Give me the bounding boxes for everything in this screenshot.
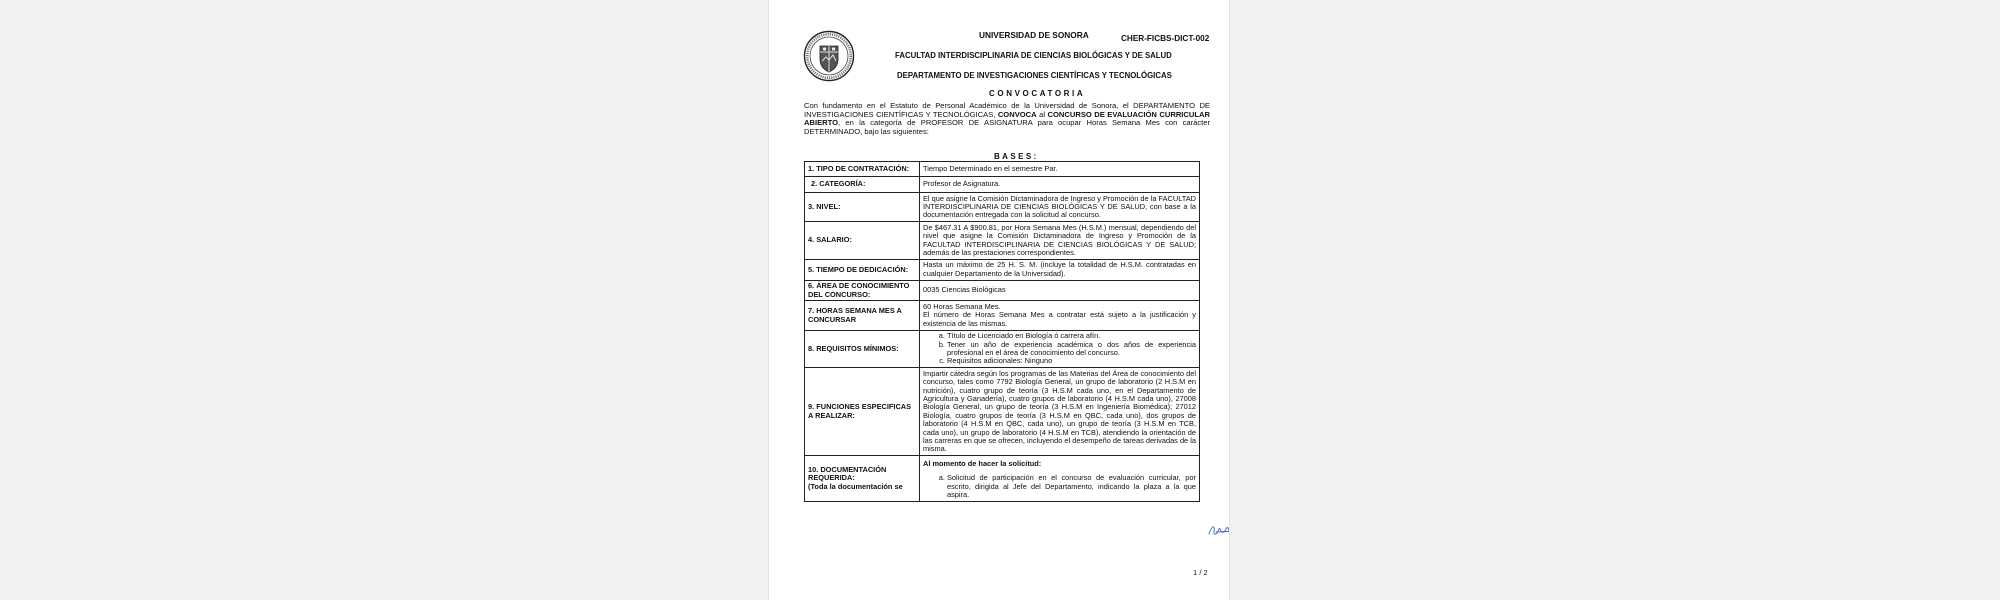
table-row [805, 280, 1200, 301]
department-name: DEPARTAMENTO DE INVESTIGACIONES CIENTÍFICAS Y TECNOLÓGICAS [897, 71, 1172, 80]
row-value: 0035 Ciencias Biológicas [920, 280, 1200, 301]
table-row [805, 177, 1200, 193]
documentation-label: 10. DOCUMENTACIÓN REQUERIDA: [808, 465, 887, 483]
row-value: Hasta un máximo de 25 H. S. M. (incluye la totalidad de H.S.M. contratadas en cualquier Departamento de la Universidad). [920, 259, 1200, 280]
concurso-name: CONCURSO DE EVALUACIÓN CURRICULAR ABIERTO [804, 109, 1210, 128]
row-label: 4. SALARIO: [805, 222, 920, 260]
row-label: 5. TIEMPO DE DEDICACIÓN: [805, 259, 920, 280]
table-row [805, 259, 1200, 280]
table-row [805, 456, 1200, 502]
university-seal-icon [803, 30, 855, 82]
bases-title: BASES: [994, 152, 1039, 161]
table-row [805, 193, 1200, 222]
table-row [805, 162, 1200, 177]
row-value [920, 301, 1200, 330]
list-item: c. Requisitos adicionales: Ninguno [947, 357, 1196, 365]
row-label: 1. TIPO DE CONTRATACIÓN: [805, 162, 920, 177]
convocatoria-title: CONVOCATORIA [989, 89, 1086, 98]
hours-amount: 60 Horas Semana Mes. [923, 301, 1001, 311]
row-value: De $467.31 A $900.81, por Hora Semana Mes (H.S.M.) mensual, dependiendo del nivel que asigne la Comisión Dictaminadora de Ingreso y Promoción de la FACULTAD INTERDISCIPLINARIA DE CIENCIAS BIOLÓGICAS Y DE SALUD; además de las prestaciones correspondientes. [920, 222, 1200, 260]
intro-paragraph: Con fundamento en el Estatuto de Personal Académico de la Universidad de Sonora, el DEPARTAMENTO DE INVESTIGACIONES CIENTÍFICAS Y TECNOLÓGICAS, CONVOCA al CONCURSO DE EVALUACIÓN CURRICULAR ABIERTO, en la categoría de PROFESOR DE ASIGNATURA para ocupar Horas Semana Mes con carácter DETERMINADO, bajo las siguientes: [804, 101, 1210, 136]
document-page [768, 0, 1230, 600]
faculty-name: FACULTAD INTERDISCIPLINARIA DE CIENCIAS BIOLÓGICAS Y DE SALUD [895, 51, 1172, 60]
row-label [805, 456, 920, 502]
row-label: 2. CATEGORÍA: [805, 177, 920, 193]
list-item: a. Solicitud de participación en el concurso de evaluación curricular, por escrito, dirigida al Jefe del Departamento, indicando la plaza a la que aspira. [947, 474, 1196, 499]
row-label: 7. HORAS SEMANA MES A CONCURSAR [805, 301, 920, 330]
list-item: b. Tener un año de experiencia académica o dos años de experiencia profesional en el área de conocimiento del concurso. [947, 341, 1196, 358]
table-row [805, 301, 1200, 330]
table-row [805, 222, 1200, 260]
university-name: UNIVERSIDAD DE SONORA [979, 30, 1089, 40]
row-label: 9. FUNCIONES ESPECIFICAS A REALIZAR: [805, 368, 920, 456]
convoca-keyword: CONVOCA [997, 109, 1037, 119]
row-value: Tiempo Determinado en el semestre Par. [920, 162, 1200, 177]
row-value: Impartir cátedra según los programas de las Materias del Área de conocimiento del concurso, tales como 7792 Biología General, un grupo de laboratorio (2 H.S.M en nutrición), cuatro grupo de teoría (3 H.S.M cada uno, en el Departamento de Agricultura y Ganadería), cuatro grupos de laboratorio (4 H.S.M cada uno), 27008 Biología General, un grupo de teoría (3 H.S.M en Ingeniería Biomédica); 27012 Biología, cuatro grupos de teoría (3 H.S.M en QBC, cada uno), dos grupos de laboratorio (4 H.S.M en QBC, cada uno), un grupo de teoría (3 H.S.M en TCB, cada uno), un grupo de laboratorio (4 H.S.M en TCB), atendiendo la orientación de las carreras en que se ofrecen, incluyendo el desempeño de tareas derivadas de la misma. [920, 368, 1200, 456]
handwritten-signature [1207, 522, 1230, 538]
requirements-list [923, 332, 1196, 366]
row-value: El que asigne la Comisión Dictaminadora de Ingreso y Promoción de la FACULTAD INTERDISCIPLINARIA DE CIENCIAS BIOLÓGICAS Y DE SALUD, con base a la documentación entregada con la solicitud al concurso. [920, 193, 1200, 222]
documentation-heading: Al momento de hacer la solicitud: [923, 458, 1042, 468]
bases-table [804, 161, 1200, 502]
row-value: Profesor de Asignatura. [920, 177, 1200, 193]
documentation-note: (Toda la documentación se [808, 481, 903, 491]
page-number: 1 / 2 [1193, 568, 1208, 577]
documentation-list [923, 474, 1196, 499]
row-label: 6. ÁREA DE CONOCIMIENTO DEL CONCURSO: [805, 280, 920, 301]
hours-note: El número de Horas Semana Mes a contratar está sujeto a la justificación y existencia de las mismas. [923, 310, 1196, 328]
row-value [920, 330, 1200, 368]
document-code: CHER-FICBS-DICT-002 [1121, 34, 1210, 43]
table-row [805, 330, 1200, 368]
row-label: 8. REQUISITOS MÍNIMOS: [805, 330, 920, 368]
row-value [920, 456, 1200, 502]
row-label: 3. NIVEL: [805, 193, 920, 222]
list-item: a. Título de Licenciado en Biología ó carrera afín. [947, 332, 1196, 340]
table-row [805, 368, 1200, 456]
signature-stroke [1209, 527, 1230, 534]
